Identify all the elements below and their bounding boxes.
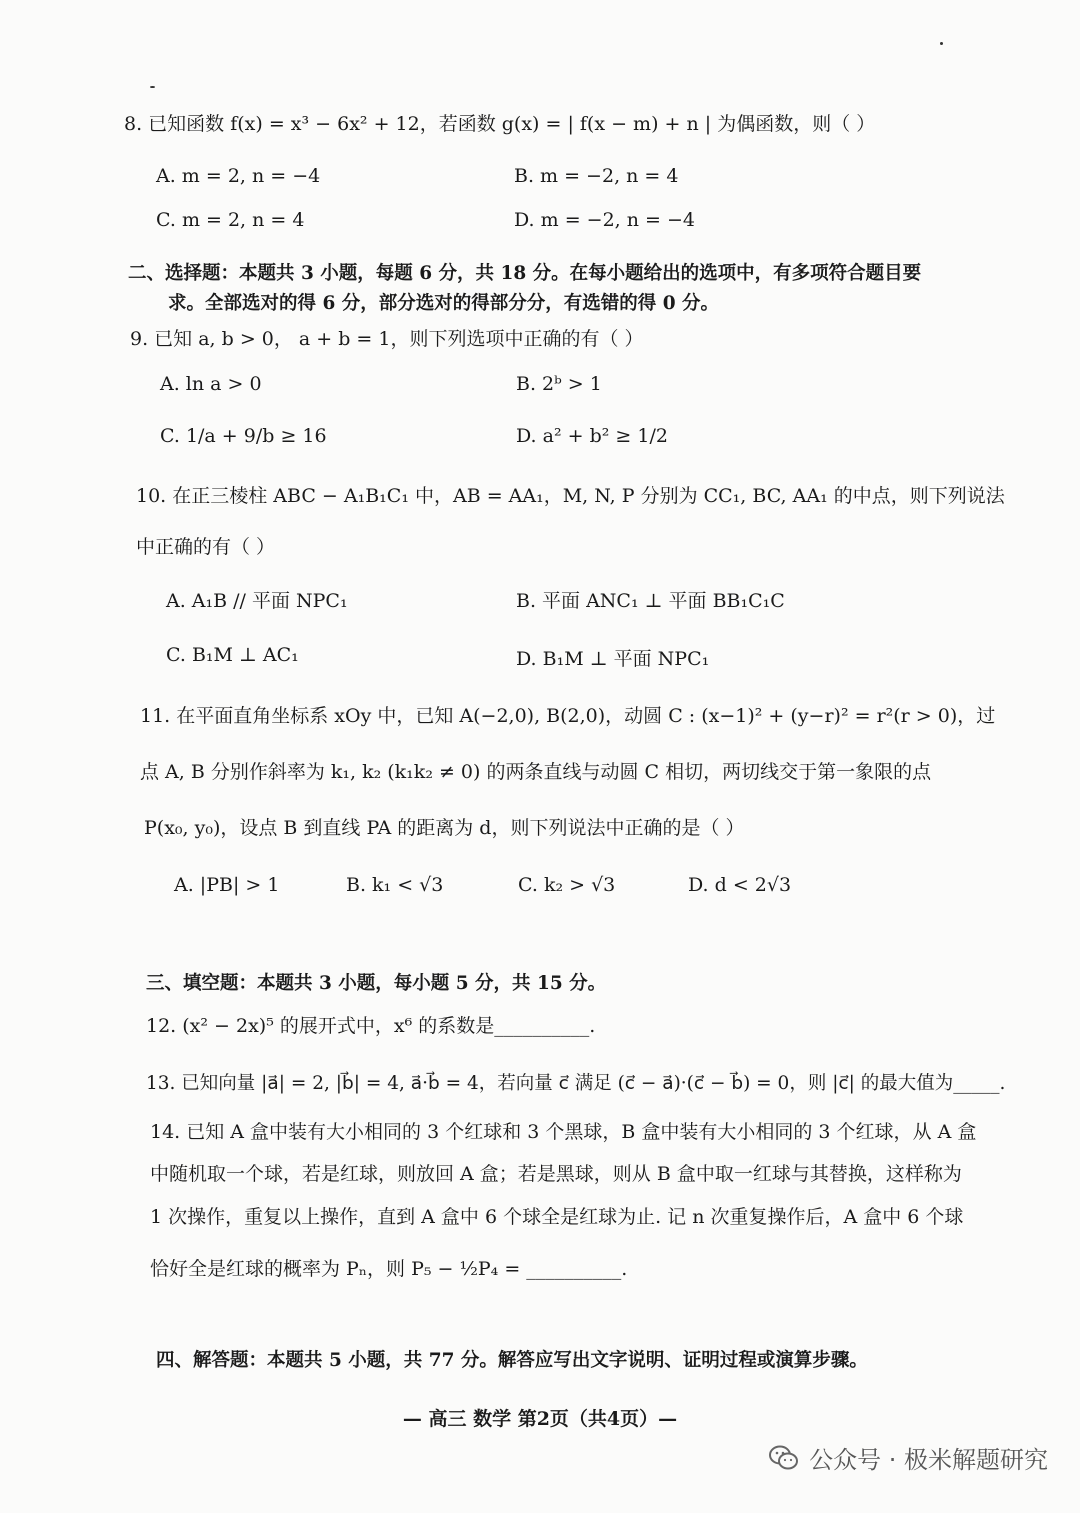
q9-option-a: A. ln a > 0: [160, 373, 262, 395]
q13-stem: 13. 已知向量 |a⃗| = 2, |b⃗| = 4, a⃗·b⃗ = 4，若向量 c⃗ 满足 (c⃗ − a⃗)·(c⃗ − b⃗) = 0，则 |c⃗| 的最大值为_____.: [146, 1073, 1006, 1094]
section2-heading: 二、选择题：本题共 3 小题，每题 6 分，共 18 分。在每小题给出的选项中，有多项符合题目要: [128, 263, 922, 284]
q10-stem: 10. 在正三棱柱 ABC − A₁B₁C₁ 中，AB = AA₁，M, N, P 分别为 CC₁, BC, AA₁ 的中点，则下列说法: [136, 485, 1005, 507]
q8-option-d: D. m = −2, n = −4: [514, 209, 695, 231]
section4-heading: 四、解答题：本题共 5 小题，共 77 分。解答应写出文字说明、证明过程或演算步骤。: [156, 1350, 868, 1371]
wechat-icon: [769, 1445, 799, 1471]
q8-option-b: B. m = −2, n = 4: [514, 165, 679, 187]
q9-option-b: B. 2ᵇ > 1: [516, 373, 602, 395]
q10-option-c: C. B₁M ⊥ AC₁: [166, 644, 299, 666]
q10-option-a: A. A₁B // 平面 NPC₁: [166, 590, 348, 612]
q10-option-d: D. B₁M ⊥ 平面 NPC₁: [516, 648, 710, 670]
q11-stem-cont1: 点 A, B 分别作斜率为 k₁, k₂ (k₁k₂ ≠ 0) 的两条直线与动圆 C 相切，两切线交于第一象限的点: [140, 761, 932, 783]
q8-option-c: C. m = 2, n = 4: [156, 209, 305, 231]
section2-heading-cont: 求。全部选对的得 6 分，部分选对的得部分分，有选错的得 0 分。: [168, 293, 720, 314]
q12-stem: 12. (x² − 2x)⁵ 的展开式中，x⁶ 的系数是__________.: [146, 1015, 596, 1037]
q14-line2: 中随机取一个球，若是红球，则放回 A 盒；若是黑球，则从 B 盒中取一红球与其替换，这样称为: [150, 1163, 962, 1185]
q9-stem: 9. 已知 a, b > 0， a + b = 1，则下列选项中正确的有（ ）: [130, 328, 644, 350]
q14-line3: 1 次操作，重复以上操作，直到 A 盒中 6 个球全是红球为止. 记 n 次重复操作后，A 盒中 6 个球: [150, 1206, 964, 1228]
q11-option-b: B. k₁ < √3: [346, 874, 444, 896]
watermark-text: 公众号 · 极米解题研究: [809, 1446, 1048, 1474]
q11-option-d: D. d < 2√3: [688, 874, 792, 896]
q8-stem: 8. 已知函数 f(x) = x³ − 6x² + 12，若函数 g(x) = | f(x − m) + n | 为偶函数，则（ ）: [124, 113, 876, 135]
q11-option-a: A. |PB| > 1: [174, 874, 280, 896]
q8-option-a: A. m = 2, n = −4: [156, 165, 321, 187]
section3-heading: 三、填空题：本题共 3 小题，每小题 5 分，共 15 分。: [146, 973, 607, 994]
q9-option-d: D. a² + b² ≥ 1/2: [516, 425, 668, 447]
q11-stem-cont2: P(x₀, y₀)，设点 B 到直线 PA 的距离为 d，则下列说法中正确的是（ ）: [144, 817, 745, 839]
q11-option-c: C. k₂ > √3: [518, 874, 616, 896]
scan-speck: [940, 42, 943, 45]
q9-option-c: C. 1/a + 9/b ≥ 16: [160, 425, 327, 447]
q14-line4: 恰好全是红球的概率为 Pₙ，则 P₅ − ½P₄ = __________.: [150, 1258, 628, 1280]
q14-line1: 14. 已知 A 盒中装有大小相同的 3 个红球和 3 个黑球，B 盒中装有大小相同的 3 个红球，从 A 盒: [150, 1121, 977, 1143]
q10-stem-cont: 中正确的有（ ）: [136, 536, 276, 558]
watermark: [769, 1440, 1048, 1475]
q10-option-b: B. 平面 ANC₁ ⊥ 平面 BB₁C₁C: [516, 590, 785, 612]
page-footer: — 高三 数学 第2页（共4页）—: [402, 1408, 678, 1430]
q11-stem: 11. 在平面直角坐标系 xOy 中，已知 A(−2,0), B(2,0)，动圆 C : (x−1)² + (y−r)² = r²(r > 0)，过: [140, 705, 996, 727]
scan-speck: [150, 86, 155, 88]
